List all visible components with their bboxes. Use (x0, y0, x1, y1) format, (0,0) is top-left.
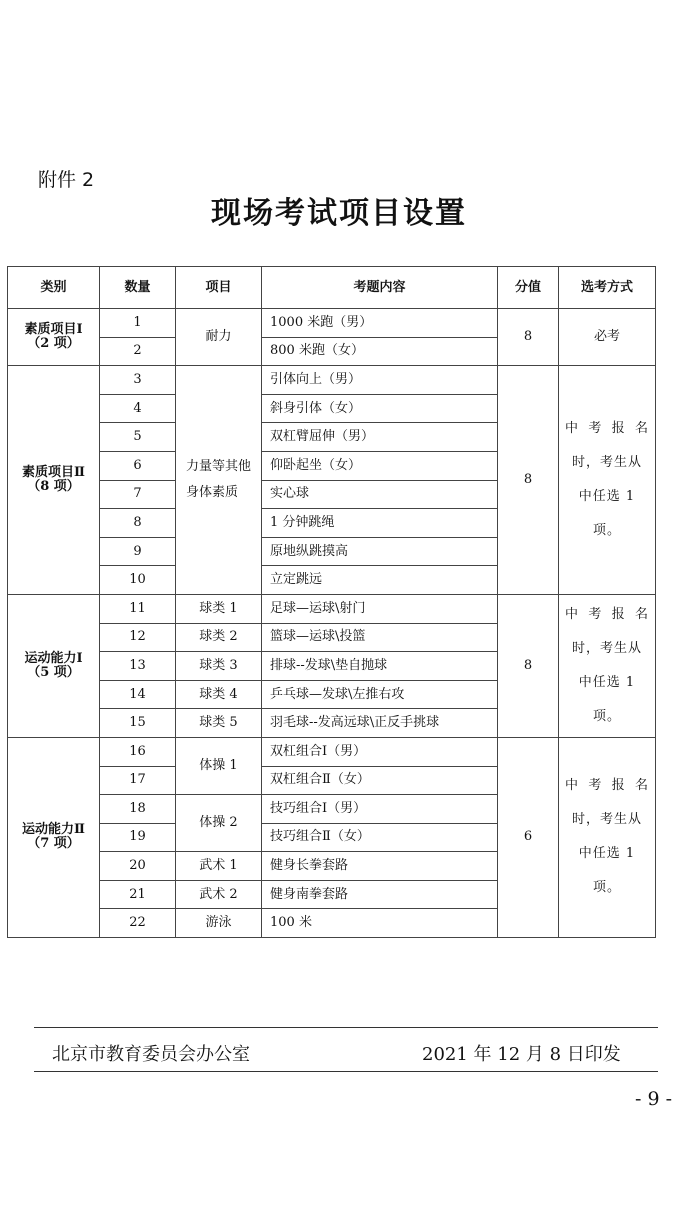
item-number: 16 (100, 737, 176, 766)
item-number: 21 (100, 880, 176, 909)
exam-content: 健身南拳套路 (262, 880, 498, 909)
exam-content: 足球—运球\射门 (262, 594, 498, 623)
score-cell: 8 (498, 594, 559, 737)
exam-content: 篮球—运球\投篮 (262, 623, 498, 652)
item-number: 8 (100, 509, 176, 538)
issuing-office: 北京市教育委员会办公室 (52, 1044, 250, 1065)
exam-content: 实心球 (262, 480, 498, 509)
item-number: 22 (100, 909, 176, 938)
header-count: 数量 (100, 267, 176, 309)
header-content: 考题内容 (262, 267, 498, 309)
score-cell: 8 (498, 366, 559, 595)
item-number: 12 (100, 623, 176, 652)
category-name: 素质项目Ⅰ (24, 322, 83, 338)
header-category: 类别 (8, 267, 100, 309)
footer-divider-top (34, 1027, 658, 1028)
exam-content: 立定跳远 (262, 566, 498, 595)
method-line: 时，考生从 (571, 812, 642, 828)
item-number: 14 (100, 680, 176, 709)
project-cell: 体操 1 (176, 737, 262, 794)
project-cell: 球类 4 (176, 680, 262, 709)
method-line: 中 考 报 名 (565, 778, 649, 794)
category-count: （2 项） (27, 336, 80, 352)
item-number: 1 (100, 309, 176, 338)
exam-content: 引体向上（男） (262, 366, 498, 395)
issue-date: 2021 年 12 月 8 日印发 (422, 1044, 621, 1065)
footer-divider-bottom (34, 1071, 658, 1072)
header-method: 选考方式 (559, 267, 656, 309)
exam-content: 技巧组合Ⅱ（女） (262, 823, 498, 852)
item-number: 6 (100, 451, 176, 480)
item-number: 20 (100, 852, 176, 881)
score-cell: 8 (498, 309, 559, 366)
item-number: 4 (100, 394, 176, 423)
item-number: 19 (100, 823, 176, 852)
exam-content: 原地纵跳摸高 (262, 537, 498, 566)
item-number: 17 (100, 766, 176, 795)
item-number: 10 (100, 566, 176, 595)
exam-content: 1 分钟跳绳 (262, 509, 498, 538)
table-row (8, 737, 656, 766)
page-number: - 9 - (634, 1088, 672, 1110)
category-name: 素质项目Ⅱ (22, 465, 85, 481)
method-line: 中任选 1 项。 (578, 489, 636, 539)
table-row (8, 594, 656, 623)
item-number: 5 (100, 423, 176, 452)
project-cell: 力量等其他身体素质 (176, 366, 262, 595)
method-cell (559, 309, 656, 366)
item-number: 11 (100, 594, 176, 623)
project-cell: 球类 5 (176, 709, 262, 738)
method-line: 中 考 报 名 (565, 606, 649, 622)
project-cell: 耐力 (176, 309, 262, 366)
item-number: 15 (100, 709, 176, 738)
category-name: 运动能力Ⅱ (22, 822, 85, 838)
exam-content: 技巧组合Ⅰ（男） (262, 795, 498, 824)
header-project: 项目 (176, 267, 262, 309)
method-cell (559, 737, 656, 937)
exam-items-table (7, 266, 656, 938)
table-row (8, 309, 656, 338)
method-line: 中任选 1 项。 (578, 846, 636, 896)
category-name: 运动能力Ⅰ (24, 650, 83, 666)
header-score: 分值 (498, 267, 559, 309)
item-number: 7 (100, 480, 176, 509)
exam-content: 健身长拳套路 (262, 852, 498, 881)
method-line: 中 考 报 名 (565, 421, 649, 437)
exam-content: 排球--发球\垫自抛球 (262, 652, 498, 681)
project-cell: 球类 2 (176, 623, 262, 652)
project-cell: 武术 2 (176, 880, 262, 909)
project-cell: 球类 1 (176, 594, 262, 623)
method-cell (559, 594, 656, 737)
page-title: 现场考试项目设置 (211, 196, 467, 231)
category-cell (8, 366, 100, 595)
attachment-label: 附件 2 (38, 169, 95, 191)
exam-content: 斜身引体（女） (262, 394, 498, 423)
item-number: 18 (100, 795, 176, 824)
table-header-row (8, 267, 656, 309)
exam-content: 乒乓球—发球\左推右攻 (262, 680, 498, 709)
project-cell: 体操 2 (176, 795, 262, 852)
method-cell (559, 366, 656, 595)
category-count: （8 项） (27, 479, 80, 495)
project-cell: 游泳 (176, 909, 262, 938)
exam-content: 双杠臂屈伸（男） (262, 423, 498, 452)
method-line: 必考 (593, 329, 620, 345)
category-count: （5 项） (27, 664, 80, 680)
category-count: （7 项） (27, 836, 80, 852)
item-number: 2 (100, 337, 176, 366)
table-row (8, 366, 656, 395)
exam-content: 800 米跑（女） (262, 337, 498, 366)
category-cell (8, 594, 100, 737)
exam-content: 双杠组合Ⅰ（男） (262, 737, 498, 766)
item-number: 13 (100, 652, 176, 681)
item-number: 9 (100, 537, 176, 566)
exam-content: 1000 米跑（男） (262, 309, 498, 338)
exam-content: 羽毛球--发高远球\正反手挑球 (262, 709, 498, 738)
exam-content: 仰卧起坐（女） (262, 451, 498, 480)
score-cell: 6 (498, 737, 559, 937)
method-line: 时，考生从 (571, 455, 642, 471)
project-cell: 武术 1 (176, 852, 262, 881)
method-line: 时，考生从 (571, 640, 642, 656)
category-cell (8, 309, 100, 366)
exam-content: 双杠组合Ⅱ（女） (262, 766, 498, 795)
exam-content: 100 米 (262, 909, 498, 938)
method-line: 中任选 1 项。 (578, 674, 636, 724)
category-cell (8, 737, 100, 937)
item-number: 3 (100, 366, 176, 395)
project-cell: 球类 3 (176, 652, 262, 681)
